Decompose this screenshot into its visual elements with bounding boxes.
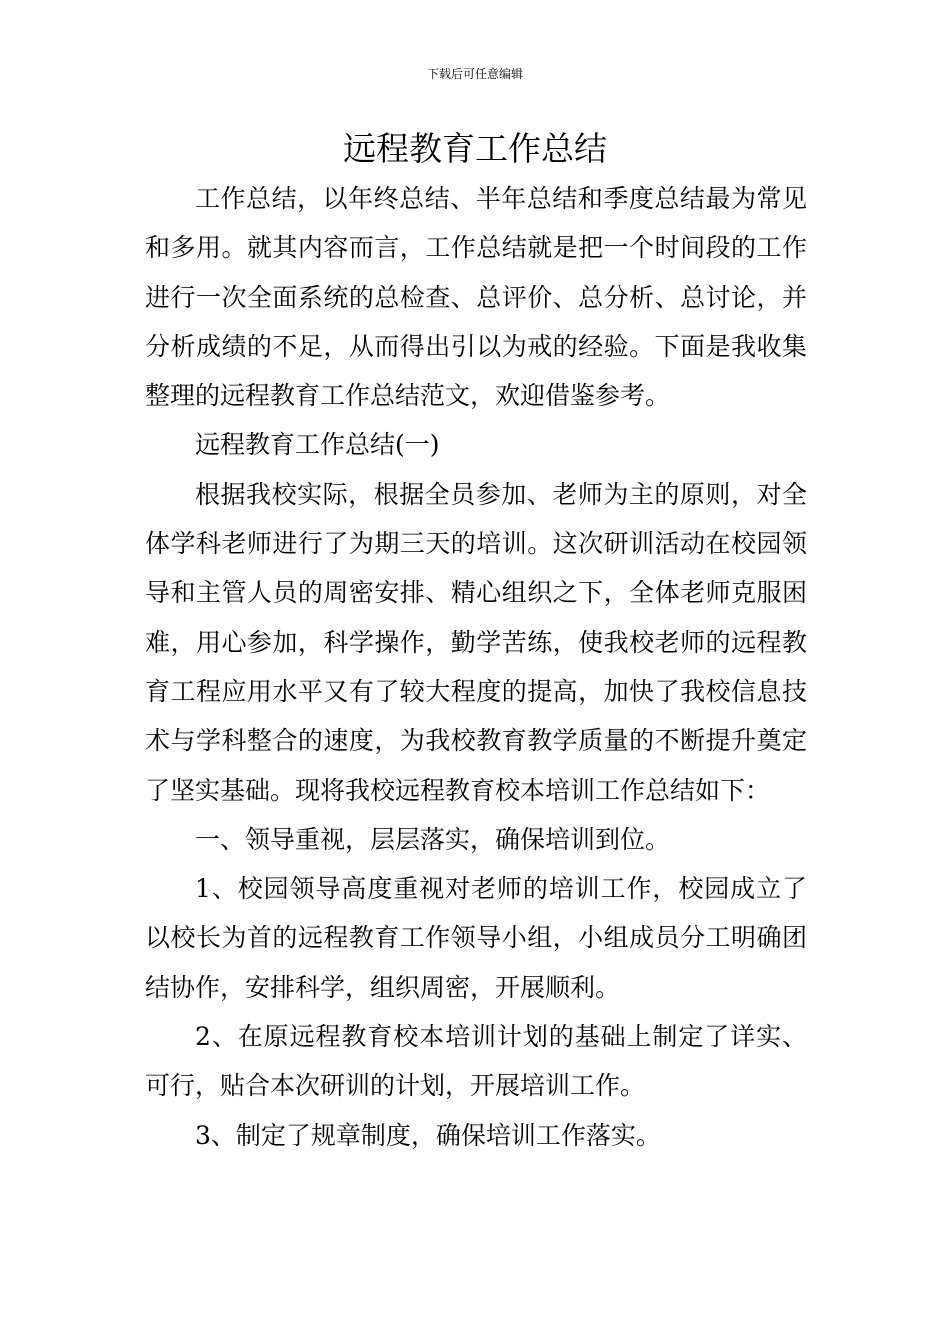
paragraph-item-3: 3、制定了规章制度，确保培训工作落实。 [195, 1120, 661, 1150]
paragraph-item-2: 2、在原远程教育校本培训计划的基础上制定了详实、可行，贴合本次研训的计划，开展培训工作。 [145, 1022, 807, 1101]
paragraph-section-heading: 远程教育工作总结(一) [195, 430, 440, 460]
paragraph-point-heading: 一、领导重视，层层落实，确保培训到位。 [195, 824, 671, 854]
paragraph-item-1: 1、校园领导高度重视对老师的培训工作，校园成立了以校长为首的远程教育工作领导小组，小组成员分工明确团结协作，安排科学，组织周密，开展顺利。 [145, 874, 807, 1002]
document-title: 远程教育工作总结 [343, 129, 607, 168]
paragraph-background: 根据我校实际，根据全员参加、老师为主的原则，对全体学科老师进行了为期三天的培训。这次研训活动在校园领导和主管人员的周密安排、精心组织之下，全体老师克服困难，用心参加，科学操作，勤学苦练，使我校老师的远程教育工程应用水平又有了较大程度的提高，加快了我校信息技术与学科整合的速度，为我校教育教学质量的不断提升奠定了坚实基础。现将我校远程教育校本培训工作总结如下： [145, 479, 807, 805]
header-note: 下载后可任意编辑 [426, 67, 523, 81]
document-body [145, 174, 807, 1160]
paragraph-intro: 工作总结，以年终总结、半年总结和季度总结最为常见和多用。就其内容而言，工作总结就是把一个时间段的工作进行一次全面系统的总检查、总评价、总分析、总讨论，并分析成绩的不足，从而得出引以为戒的经验。下面是我收集整理的远程教育工作总结范文，欢迎借鉴参考。 [145, 184, 807, 411]
